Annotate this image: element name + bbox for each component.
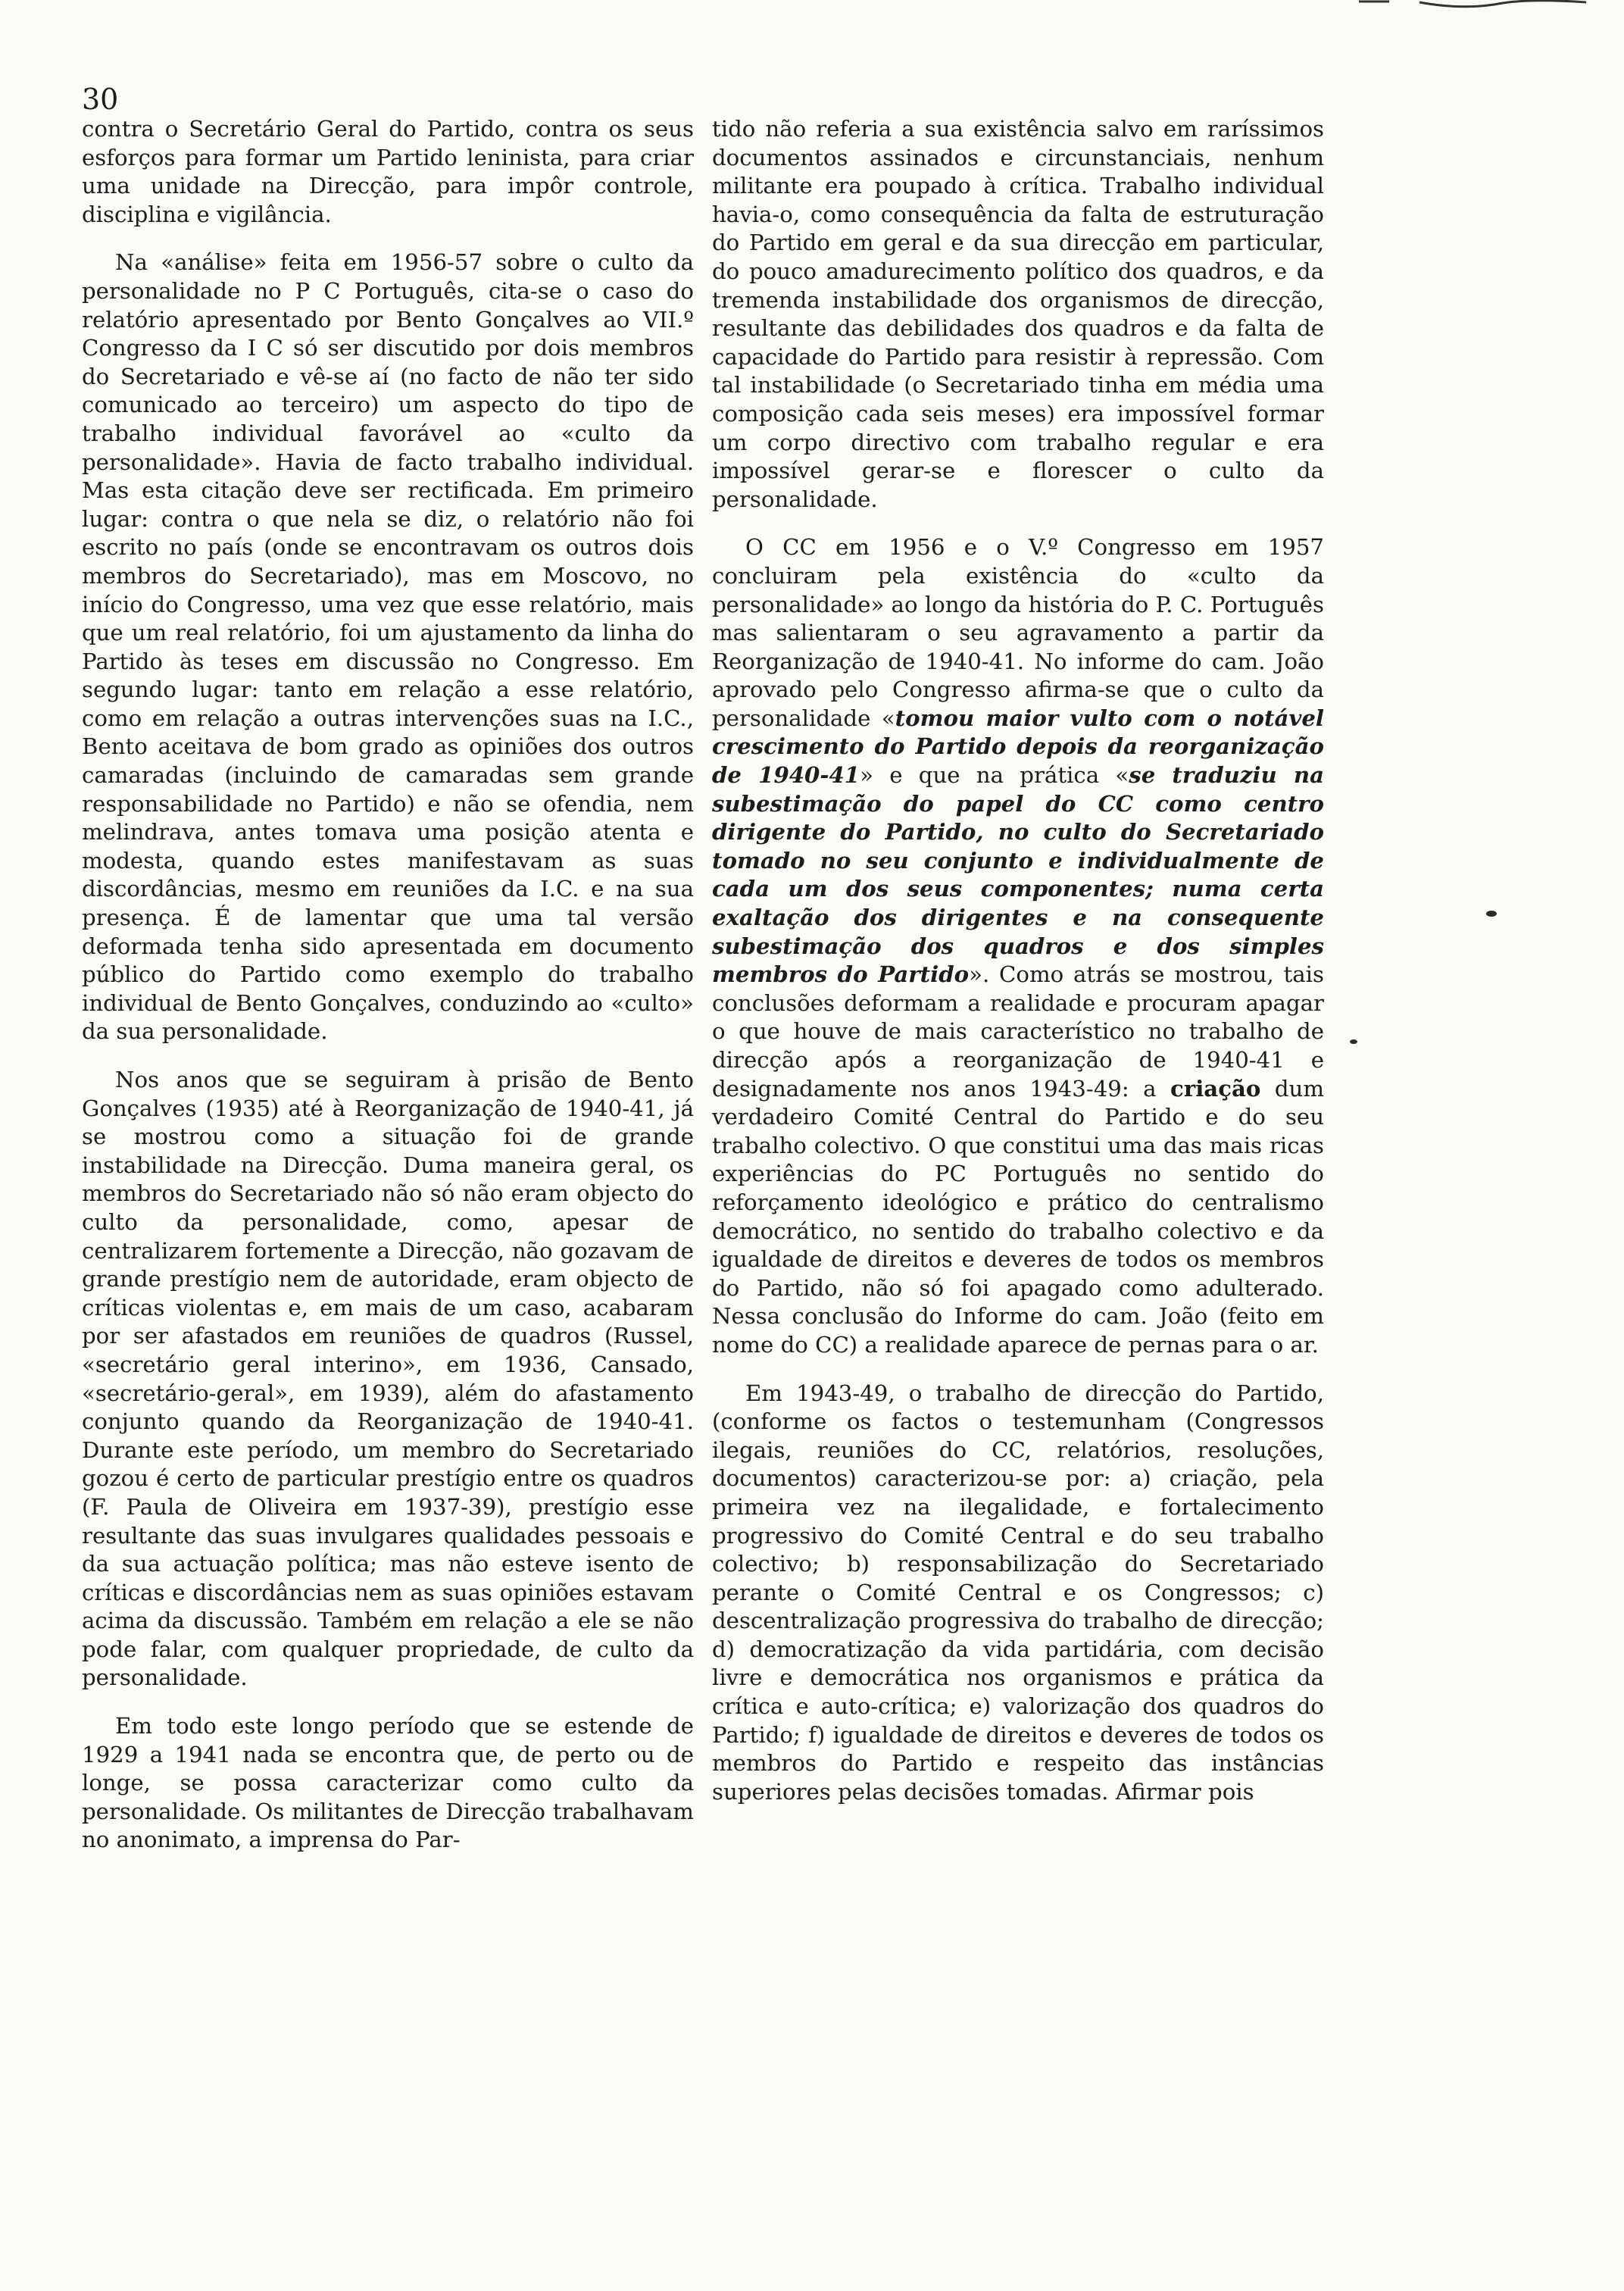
text-segment: » e que na prática « [860,762,1129,789]
left-text-column [82,115,694,1855]
quoted-text: tomou maior vulto com o notável crescimento do Partido depois da reorganização de 1940-41 [712,705,1324,789]
text-segment: O CC em 1956 e o V.º Congresso em 1957 concluiram pela existência do «culto da personalidade» ao longo da história do P. C. Português mas salientaram o seu agravamento a partir da Reorganização de 1940-41. No informe do cam. João aprovado pelo Congresso afirma-se que o culto da personalidade « [712,534,1324,731]
paragraph [82,1066,694,1692]
margin-mark [1486,911,1497,917]
paragraph [82,115,694,229]
paragraph [82,1712,694,1855]
text-segment: Em 1943-49, o trabalho de direcção do Partido, (conforme os factos o testemunham (Congressos ilegais, reuniões do CC, relatórios, resoluções, documentos) caracterizou-se por: a) criação, pela primeira vez na ilegalidade, e fortalecimento progressivo do Comité Central e do seu trabalho colectivo; b) responsabilização do Secretariado perante o Comité Central e os Congressos; c) descentralização progressiva do trabalho de direcção; d) democratização da vida partidária, com decisão livre e democrática nos organismos e prática da crítica e auto-crítica; e) valorização dos quadros do Partido; f) igualdade de direitos e deveres de todos os membros do Partido e respeito das instâncias superiores pelas decisões tomadas. Afirmar pois [712,1380,1324,1805]
right-text-column [712,115,1324,1806]
quoted-text: se traduziu na subestimação do papel do CC como centro dirigente do Partido, no culto do Secretariado tomado no seu conjunto e individualmente de cada um dos seus componentes; numa certa exaltação dos dirigentes e na consequente subestimação dos quadros e dos simples membros do Partido [712,762,1324,988]
emphasized-text: criação [1170,1075,1261,1102]
text-segment: Na «análise» feita em 1956-57 sobre o culto da personalidade no P C Português, cita-se o caso do relatório apresentado por Bento Gonçalves ao VII.º Congresso da I C só ser discutido por dois membros do Secretariado e vê-se aí (no facto de não ter sido comunicado ao terceiro) um aspecto do tipo de trabalho individual favorável ao «culto da personalidade». Havia de facto trabalho individual. Mas esta citação deve ser rectificada. Em primeiro lugar: contra o que nela se diz, o relatório não foi escrito no país (onde se encontravam os outros dois membros do Secretariado), mas em Moscovo, no início do Congresso, uma vez que esse relatório, mais que um real relatório, foi um ajustamento da linha do Partido às teses em discussão no Congresso. Em segundo lugar: tanto em relação a esse relatório, como em relação a outras intervenções suas na I.C., Bento aceitava de bom grado as opiniões dos outros camaradas (incluindo de camaradas sem grande responsabilidade no Partido) e não se ofendia, nem melindrava, antes tomava uma posição atenta e modesta, quando estes manifestavam as suas discordâncias, mesmo em reuniões da I.C. e na sua presença. É de lamentar que uma tal versão deformada tenha sido apresentada em documento público do Partido como exemplo do trabalho individual de Bento Gonçalves, conduzindo ao «culto» da sua personalidade. [82,249,694,1045]
text-segment: dum verdadeiro Comité Central do Partido e do seu trabalho colectivo. O que constitui uma das mais ricas experiências do PC Português no sentido do reforçamento ideológico e prático do centralismo democrático, no sentido do trabalho colectivo e da igualdade de direitos e deveres de todos os membros do Partido, não só foi apagado como adulterado. Nessa conclusão do Informe do cam. João (feito em nome do CC) a realidade aparece de pernas para o ar. [712,1075,1325,1358]
margin-mark [1350,1039,1357,1044]
text-segment: ». Como atrás se mostrou, tais conclusões deformam a realidade e procuram apagar o que houve de mais característico no trabalho de direcção após a reorganização de 1940-41 e designadamente nos anos 1943-49: a [712,961,1324,1102]
text-segment: Nos anos que se seguiram à prisão de Bento Gonçalves (1935) até à Reorganização de 1940-41, já se mostrou como a situação foi de grande instabilidade na Direcção. Duma maneira geral, os membros do Secretariado não só não eram objecto do culto da personalidade, como, apesar de centralizarem fortemente a Direcção, não gozavam de grande prestígio nem de autoridade, eram objecto de críticas violentas e, em mais de um caso, acabaram por ser afastados em reuniões de quadros (Russel, «secretário geral interino», em 1936, Cansado, «secretário-geral», em 1939), além do afastamento conjunto quando da Reorganização de 1940-41. Durante este período, um membro do Secretariado gozou é certo de particular prestígio entre os quadros (F. Paula de Oliveira em 1937-39), prestígio esse resultante das suas invulgares qualidades pessoais e da sua actuação política; mas não esteve isento de críticas e discordâncias nem as suas opiniões estavam acima da discussão. Também em relação a ele se não pode falar, com qualquer propriedade, de culto da personalidade. [82,1067,694,1691]
paragraph [82,248,694,1046]
text-segment: Em todo este longo período que se estende de 1929 a 1941 nada se encontra que, de perto ou de longe, se possa caracterizar como culto da personalidade. Os militantes de Direcção trabalhavam no anonimato, a imprensa do Par- [82,1713,694,1853]
scan-artifact-mark [1359,0,1586,12]
page-number: 30 [82,83,119,116]
text-segment: contra o Secretário Geral do Partido, contra os seus esforços para formar um Partido leninista, para criar uma unidade na Direcção, para impôr controle, disciplina e vigilância. [82,116,694,227]
paragraph [712,533,1324,1359]
paragraph [712,1380,1324,1807]
text-segment: tido não referia a sua existência salvo em raríssimos documentos assinados e circunstanciais, nenhum militante era poupado à crítica. Trabalho individual havia-o, como consequência da falta de estruturação do Partido em geral e da sua direcção em particular, do pouco amadurecimento político dos quadros, e da tremenda instabilidade dos organismos de direcção, resultante das debilidades dos quadros e da falta de capacidade do Partido para resistir à repressão. Com tal instabilidade (o Secretariado tinha em média uma composição cada seis meses) era impossível formar um corpo directivo com trabalho regular e era impossível gerar-se e florescer o culto da personalidade. [712,116,1324,512]
paragraph [712,115,1324,514]
